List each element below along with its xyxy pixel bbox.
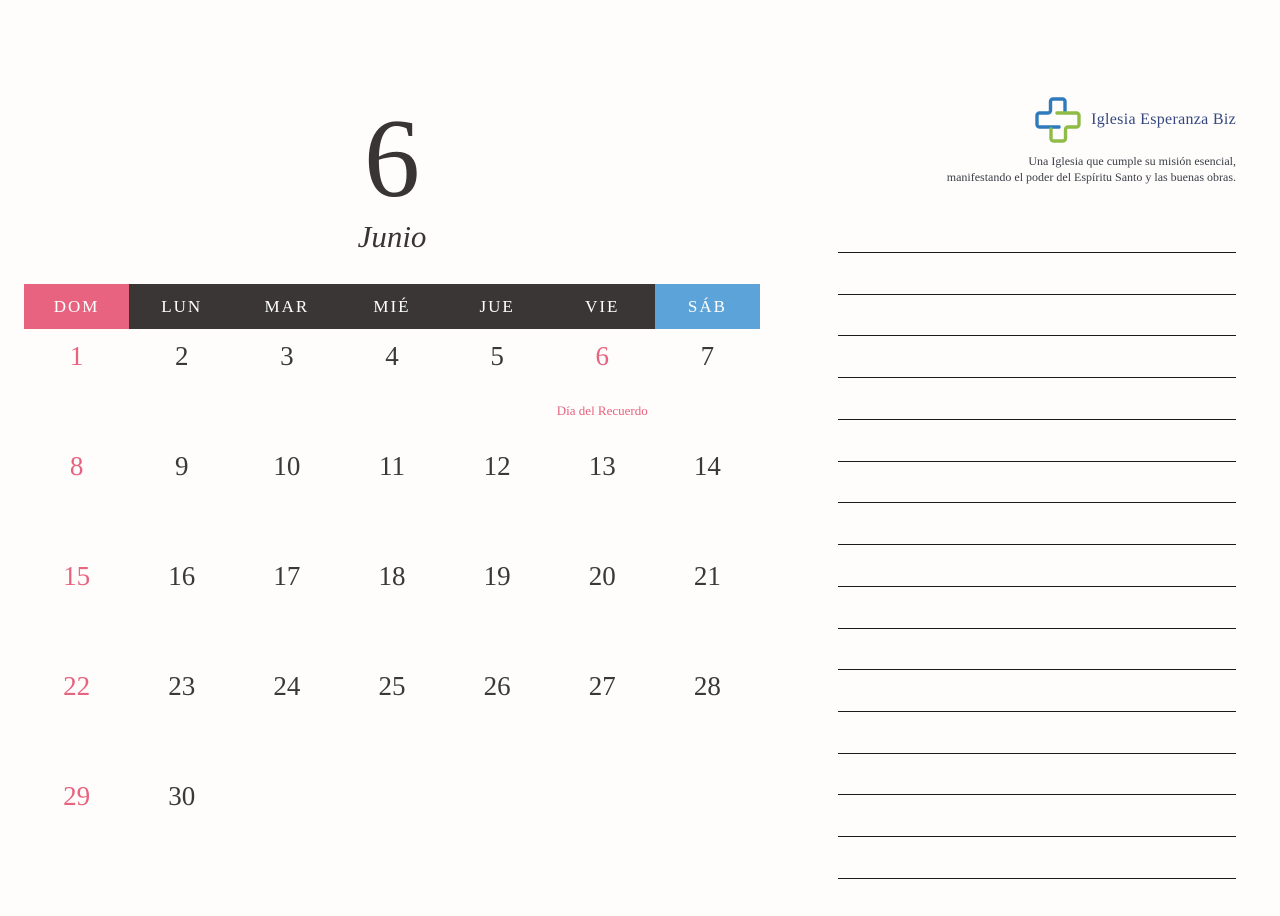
- brand-tagline: [947, 153, 1236, 185]
- day-cell: [234, 439, 339, 549]
- note-line: [838, 544, 1236, 545]
- notes-block: [838, 252, 1236, 892]
- note-line: [838, 836, 1236, 837]
- day-number: 2: [174, 341, 189, 371]
- day-cell: [129, 329, 234, 439]
- day-cell: [24, 659, 129, 769]
- day-number: 26: [483, 671, 511, 701]
- note-line: [838, 294, 1236, 295]
- note-line: [838, 628, 1236, 629]
- weekday-header-5: VIE: [550, 284, 655, 329]
- day-number: 11: [378, 451, 405, 481]
- day-cell: [445, 769, 550, 879]
- day-cell: [339, 439, 444, 549]
- weekday-header-4: JUE: [445, 284, 550, 329]
- day-cell: [550, 549, 655, 659]
- day-cell: [445, 329, 550, 439]
- day-cell: [655, 329, 760, 439]
- day-number: 8: [69, 451, 84, 481]
- brand-tagline-line1: Una Iglesia que cumple su misión esencial,: [1028, 154, 1236, 168]
- brand-row: [947, 96, 1236, 144]
- weekday-header-1: LUN: [129, 284, 234, 329]
- day-number: 1: [69, 341, 84, 371]
- day-cell: [339, 769, 444, 879]
- day-number: 3: [280, 341, 294, 371]
- day-cell: [655, 659, 760, 769]
- day-cell: [339, 549, 444, 659]
- day-cell: [234, 549, 339, 659]
- note-line: [838, 878, 1236, 879]
- day-number: 10: [273, 451, 301, 481]
- day-cell: [339, 659, 444, 769]
- day-cell: [445, 659, 550, 769]
- day-cell: [339, 329, 444, 439]
- day-number: 15: [63, 561, 91, 591]
- day-number: 29: [63, 781, 91, 811]
- day-number: 4: [385, 341, 399, 371]
- day-cell: [24, 439, 129, 549]
- day-number: 22: [63, 671, 91, 701]
- note-line: [838, 502, 1236, 503]
- note-line: [838, 252, 1236, 253]
- day-cell: [234, 329, 339, 439]
- event-label: Día del Recuerdo: [556, 403, 648, 418]
- weekday-row: [24, 284, 760, 329]
- month-title-block: [24, 97, 760, 255]
- day-cell: [445, 439, 550, 549]
- day-cell: [24, 549, 129, 659]
- day-grid: [24, 329, 760, 879]
- weekday-header-6: SÁB: [655, 284, 760, 329]
- note-line: [838, 753, 1236, 754]
- day-number: 21: [693, 561, 721, 591]
- day-cell: [234, 659, 339, 769]
- note-line: [838, 669, 1236, 670]
- day-number: 30: [168, 781, 196, 811]
- day-cell: [550, 659, 655, 769]
- weekday-header-2: MAR: [234, 284, 339, 329]
- day-cell: [129, 439, 234, 549]
- day-number: 6: [595, 341, 610, 371]
- day-cell: [550, 329, 655, 439]
- day-cell: [129, 549, 234, 659]
- cross-logo-icon: [1034, 96, 1082, 144]
- day-number: 12: [483, 451, 511, 481]
- day-number: 23: [168, 671, 196, 701]
- note-line: [838, 794, 1236, 795]
- weekday-header-3: MIÉ: [339, 284, 444, 329]
- day-cell: [550, 439, 655, 549]
- day-number: 24: [273, 671, 301, 701]
- day-cell: [655, 439, 760, 549]
- note-line: [838, 711, 1236, 712]
- note-line: [838, 419, 1236, 420]
- day-number: 16: [168, 561, 196, 591]
- day-cell: [24, 329, 129, 439]
- note-line: [838, 335, 1236, 336]
- note-line: [838, 586, 1236, 587]
- weekday-header-0: DOM: [24, 284, 129, 329]
- brand-name: Iglesia Esperanza Biz: [1091, 111, 1236, 128]
- day-number: 5: [490, 341, 504, 371]
- day-number: 13: [588, 451, 616, 481]
- note-line: [838, 461, 1236, 462]
- day-cell: [129, 659, 234, 769]
- day-cell: [655, 769, 760, 879]
- day-number: 19: [483, 561, 511, 591]
- day-cell: [550, 769, 655, 879]
- day-cell: [445, 549, 550, 659]
- day-number: 28: [693, 671, 721, 701]
- month-number: 6: [364, 97, 420, 221]
- day-number: 14: [693, 451, 721, 481]
- note-line: [838, 377, 1236, 378]
- day-cell: [234, 769, 339, 879]
- day-number: 27: [588, 671, 616, 701]
- day-cell: [655, 549, 760, 659]
- brand-tagline-line2: manifestando el poder del Espíritu Santo y las buenas obras.: [946, 170, 1236, 184]
- day-number: 25: [378, 671, 406, 701]
- day-number: 9: [174, 451, 189, 481]
- month-name: Junio: [357, 219, 427, 255]
- brand-block: [947, 96, 1236, 185]
- day-cell: [129, 769, 234, 879]
- day-number: 17: [273, 561, 301, 591]
- day-cell: [24, 769, 129, 879]
- day-number: 18: [378, 561, 406, 591]
- day-number: 7: [700, 341, 715, 371]
- day-number: 20: [588, 561, 616, 591]
